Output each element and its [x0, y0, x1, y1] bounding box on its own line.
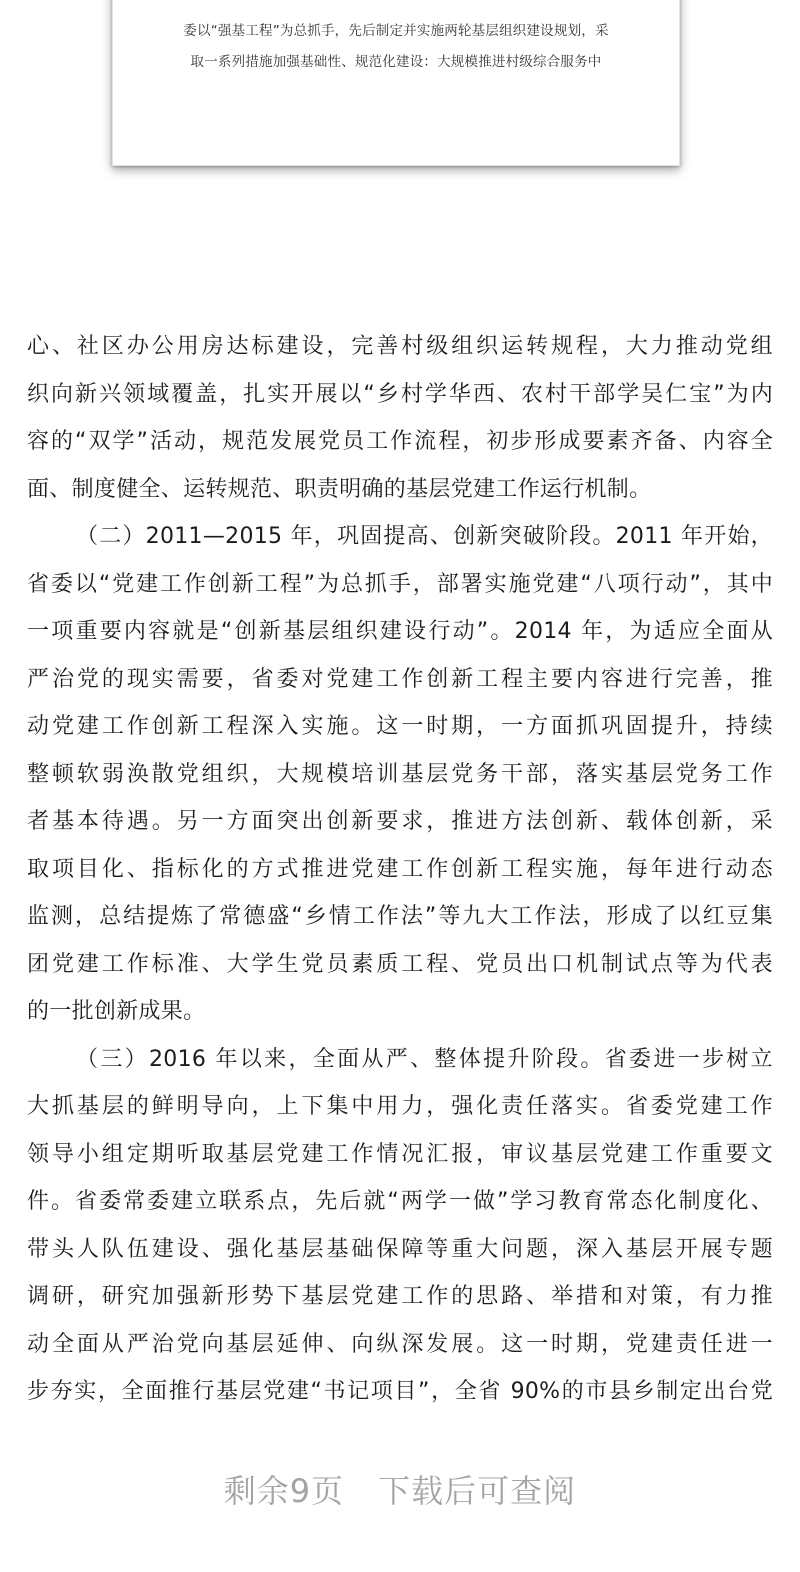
remaining-pages-prompt[interactable] — [0, 1466, 800, 1512]
text-line: 省委以“党建工作创新工程”为总抓手，部署实施党建“八项行动”，其中 — [27, 571, 773, 597]
download-to-view-label: 下载后可查阅 — [378, 1472, 577, 1510]
text-line: 动党建工作创新工程深入实施。这一时期，一方面抓巩固提升，持续 — [27, 714, 773, 739]
document-body — [27, 327, 773, 1420]
text-line: 领导小组定期听取基层党建工作情况汇报，审议基层党建工作重要文 — [27, 1141, 773, 1167]
text-line: 织向新兴领域覆盖，扎实开展以“乡村学华西、农村干部学吴仁宝”为内 — [27, 381, 773, 407]
text-line: 团党建工作标准、大学生党员素质工程、党员出口机制试点等为代表 — [27, 951, 773, 977]
remaining-pages-label: 剩余9页 — [223, 1472, 345, 1510]
preview-line-1 — [113, 0, 679, 1]
preview-line-2: 委以“强基工程”为总抓手，先后制定并实施两轮基层组织建设规划，采 — [183, 23, 609, 39]
text-line: 大抓基层的鲜明导向，上下集中用力，强化责任落实。省委党建工作 — [27, 1094, 773, 1119]
text-line: 的一批创新成果。 — [27, 999, 206, 1024]
text-line: 调研，研究加强新形势下基层党建工作的思路、举措和对策，有力推 — [27, 1284, 773, 1309]
text-line: 件。省委常委建立联系点，先后就“两学一做”学习教育常态化制度化、 — [27, 1189, 773, 1214]
text-line: 带头人队伍建设、强化基层基础保障等重大问题，深入基层开展专题 — [27, 1236, 773, 1262]
text-line: 心、社区办公用房达标建设，完善村级组织运转规程，大力推动党组 — [27, 334, 773, 359]
text-line: 容的“双学”活动，规范发展党员工作流程，初步形成要素齐备、内容全 — [27, 429, 773, 454]
text-line: 动全面从严治党向基层延伸、向纵深发展。这一时期，党建责任进一 — [27, 1331, 773, 1357]
text-line: 整顿软弱涣散党组织，大规模培训基层党务干部，落实基层党务工作 — [27, 761, 773, 787]
paragraph-start-line: （二）2011—2015 年，巩固提高、创新突破阶段。2011 年开始， — [76, 524, 773, 549]
paragraph-start-line: （三）2016 年以来，全面从严、整体提升阶段。省委进一步树立 — [76, 1046, 773, 1072]
previous-page-card — [112, 0, 680, 166]
text-line: 步夯实，全面推行基层党建“书记项目”，全省 90%的市县乡制定出台党 — [27, 1379, 773, 1404]
text-line: 监测，总结提炼了常德盛“乡情工作法”等九大工作法，形成了以红豆集 — [27, 904, 773, 929]
preview-line-3: 取一系列措施加强基础性、规范化建设：大规模推进村级综合服务中 — [190, 54, 602, 70]
text-line: 一项重要内容就是“创新基层组织建设行动”。2014 年，为适应全面从 — [27, 619, 773, 644]
text-line: 严治党的现实需要，省委对党建工作创新工程主要内容进行完善，推 — [27, 666, 773, 692]
text-line: 者基本待遇。另一方面突出创新要求，推进方法创新、载体创新，采 — [27, 809, 773, 834]
text-line: 面、制度健全、运转规范、职责明确的基层党建工作运行机制。 — [27, 476, 652, 502]
text-line: 取项目化、指标化的方式推进党建工作创新工程实施，每年进行动态 — [27, 856, 773, 882]
